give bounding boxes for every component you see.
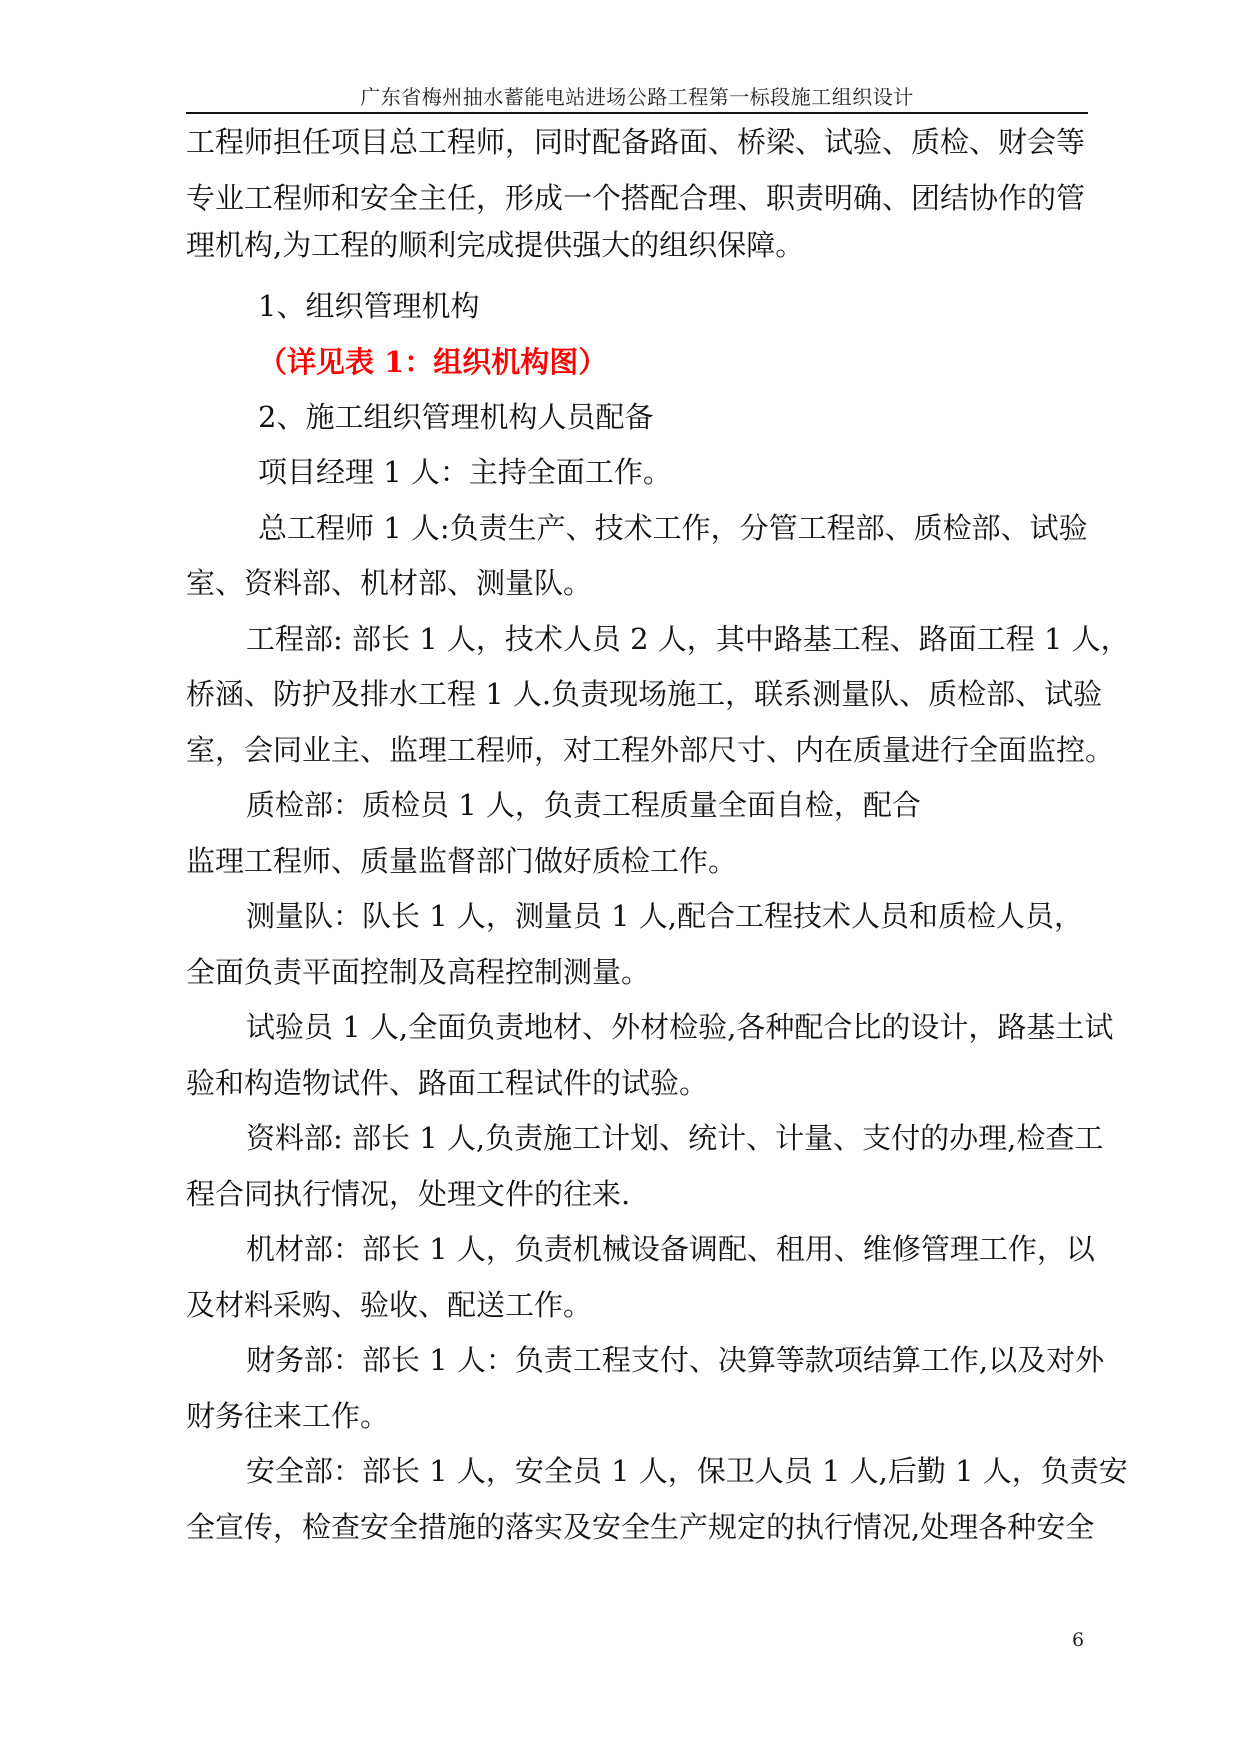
body-line: 财务部：部长 1 人：负责工程支付、决算等款项结算工作,以及对外	[246, 1343, 1105, 1377]
body-line: 程合同执行情况，处理文件的往来.	[186, 1177, 631, 1211]
org-chart-reference: （详见表 1：组织机构图）	[258, 345, 608, 379]
section-heading: 1、组织管理机构	[258, 289, 480, 323]
body-line: 全面负责平面控制及高程控制测量。	[186, 955, 651, 989]
body-line: 监理工程师、质量监督部门做好质检工作。	[186, 844, 738, 878]
body-line: 安全部：部长 1 人，安全员 1 人，保卫人员 1 人,后勤 1 人，负责安	[246, 1454, 1128, 1488]
body-line: 验和构造物试件、路面工程试件的试验。	[186, 1066, 709, 1100]
body-line: 测量队：队长 1 人，测量员 1 人,配合工程技术人员和质检人员，	[246, 899, 1083, 933]
body-line: 试验员 1 人,全面负责地材、外材检验,各种配合比的设计，路基土试	[246, 1010, 1114, 1044]
body-line: 全宣传，检查安全措施的落实及安全生产规定的执行情况,处理各种安全	[186, 1510, 1095, 1544]
body-line: 工程师担任项目总工程师，同时配备路面、桥梁、试验、质检、财会等	[186, 125, 1086, 159]
body-line: 质检部：质检员 1 人，负责工程质量全面自检，配合	[246, 788, 921, 822]
running-header: 广东省梅州抽水蓄能电站进场公路工程第一标段施工组织设计	[360, 85, 914, 109]
body-line: 总工程师 1 人:负责生产、技术工作，分管工程部、质检部、试验	[258, 511, 1088, 545]
body-line: 室，会同业主、监理工程师，对工程外部尺寸、内在质量进行全面监控。	[186, 733, 1115, 767]
header-rule	[186, 112, 1088, 114]
page-number: 6	[1072, 1629, 1085, 1651]
body-line: 室、资料部、机材部、测量队。	[186, 566, 593, 600]
body-line: 及材料采购、验收、配送工作。	[186, 1288, 593, 1322]
body-line: 机材部：部长 1 人，负责机械设备调配、租用、维修管理工作，以	[246, 1232, 1095, 1266]
section-heading: 2、施工组织管理机构人员配备	[258, 400, 654, 434]
body-line: 财务往来工作。	[186, 1399, 390, 1433]
body-line: 项目经理 1 人：主持全面工作。	[258, 455, 672, 489]
body-line: 理机构,为工程的顺利完成提供强大的组织保障。	[186, 228, 805, 262]
body-line: 专业工程师和安全主任，形成一个搭配合理、职责明确、团结协作的管	[186, 181, 1086, 215]
body-line: 桥涵、防护及排水工程 1 人.负责现场施工，联系测量队、质检部、试验	[186, 677, 1103, 711]
body-line: 工程部: 部长 1 人，技术人员 2 人，其中路基工程、路面工程 1 人，	[246, 622, 1130, 656]
body-line: 资料部: 部长 1 人,负责施工计划、统计、计量、支付的办理,检查工	[246, 1121, 1104, 1155]
